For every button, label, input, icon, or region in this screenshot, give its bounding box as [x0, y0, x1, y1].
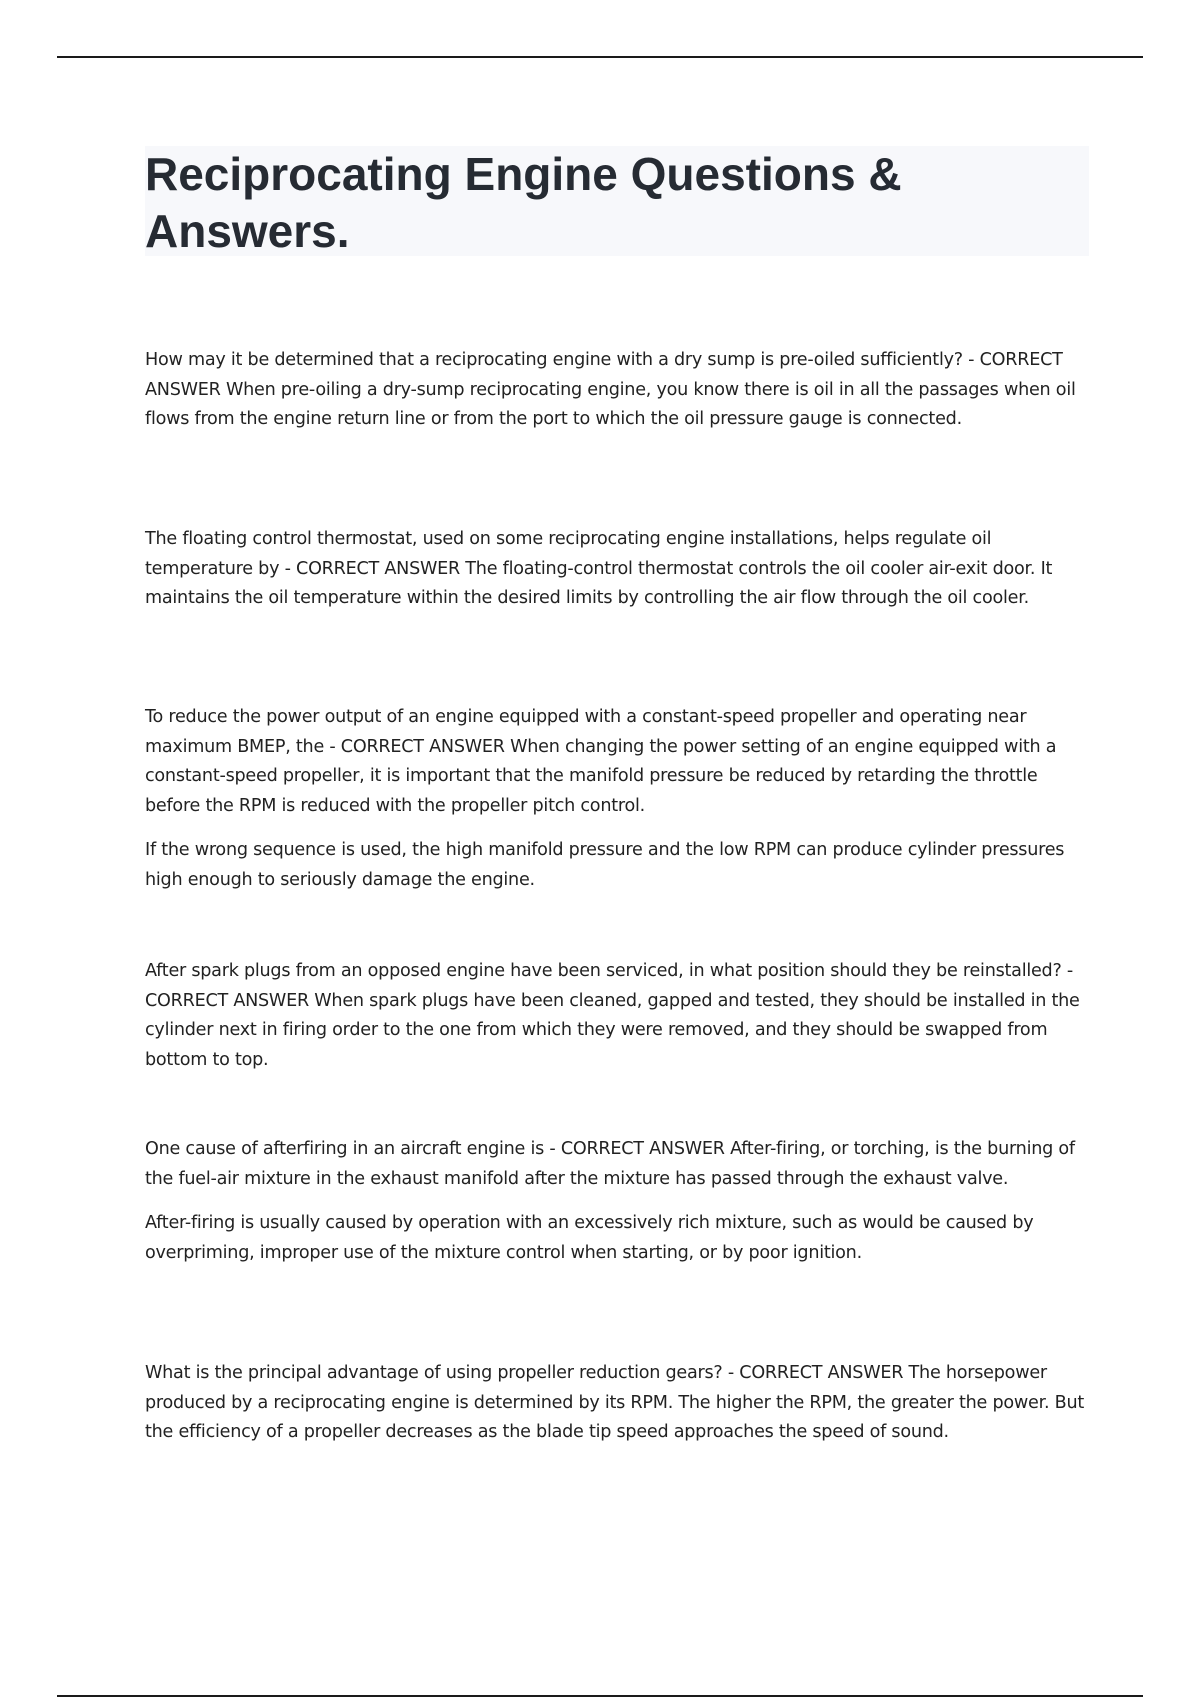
qa-paragraph: How may it be determined that a reciprocating engine with a dry sump is pre-oiled sufficiently? - CORRECT ANSWER When pre-oiling a dry-sump reciprocating engine, you know there is oil in all the passages when oil flows from the engine return line or from the port to which the oil pressure gauge is connected.: [145, 350, 1076, 429]
qa-paragraph: After-firing is usually caused by operation with an excessively rich mixture, such as would be caused by overpriming, improper use of the mixture control when starting, or by poor ignition.: [145, 1213, 1034, 1263]
qa-entry: [145, 1359, 1090, 1448]
document-title: Reciprocating Engine Questions & Answers.: [145, 148, 902, 257]
bottom-rule: [57, 1695, 1143, 1697]
qa-paragraph: One cause of afterfiring in an aircraft engine is - CORRECT ANSWER After-firing, or torching, is the burning of the fuel-air mixture in the exhaust manifold after the mixture has passed through the exhaust valve.: [145, 1139, 1075, 1189]
qa-entry: [145, 703, 1090, 895]
qa-paragraph: The floating control thermostat, used on some reciprocating engine installations, helps regulate oil temperature by - CORRECT ANSWER The floating-control thermostat controls the oil cooler air-exit door. It maintains the oil temperature within the desired limits by controlling the air flow through the oil cooler.: [145, 529, 1053, 608]
qa-entry: [145, 346, 1090, 435]
qa-entry: [145, 1135, 1090, 1268]
qa-entry: [145, 525, 1090, 614]
qa-entry: [145, 957, 1090, 1075]
qa-paragraph: To reduce the power output of an engine equipped with a constant-speed propeller and operating near maximum BMEP, the - CORRECT ANSWER When changing the power setting of an engine equipped with a constant-speed propeller, it is important that the manifold pressure be reduced by retarding the throttle before the RPM is reduced with the propeller pitch control.: [145, 707, 1057, 816]
qa-paragraph: After spark plugs from an opposed engine have been serviced, in what position should they be reinstalled? - CORRECT ANSWER When spark plugs have been cleaned, gapped and tested, they should be installed in the cylinder next in firing order to the one from which they were removed, and they should be swapped from bottom to top.: [145, 961, 1080, 1070]
qa-paragraph: What is the principal advantage of using propeller reduction gears? - CORRECT ANSWER The horsepower produced by a reciprocating engine is determined by its RPM. The higher the RPM, the greater the power. But the efficiency of a propeller decreases as the blade tip speed approaches the speed of sound.: [145, 1363, 1085, 1442]
title-banner: [145, 146, 1089, 256]
qa-paragraph: If the wrong sequence is used, the high manifold pressure and the low RPM can produce cylinder pressures high enough to seriously damage the engine.: [145, 840, 1065, 890]
top-rule: [57, 56, 1143, 58]
